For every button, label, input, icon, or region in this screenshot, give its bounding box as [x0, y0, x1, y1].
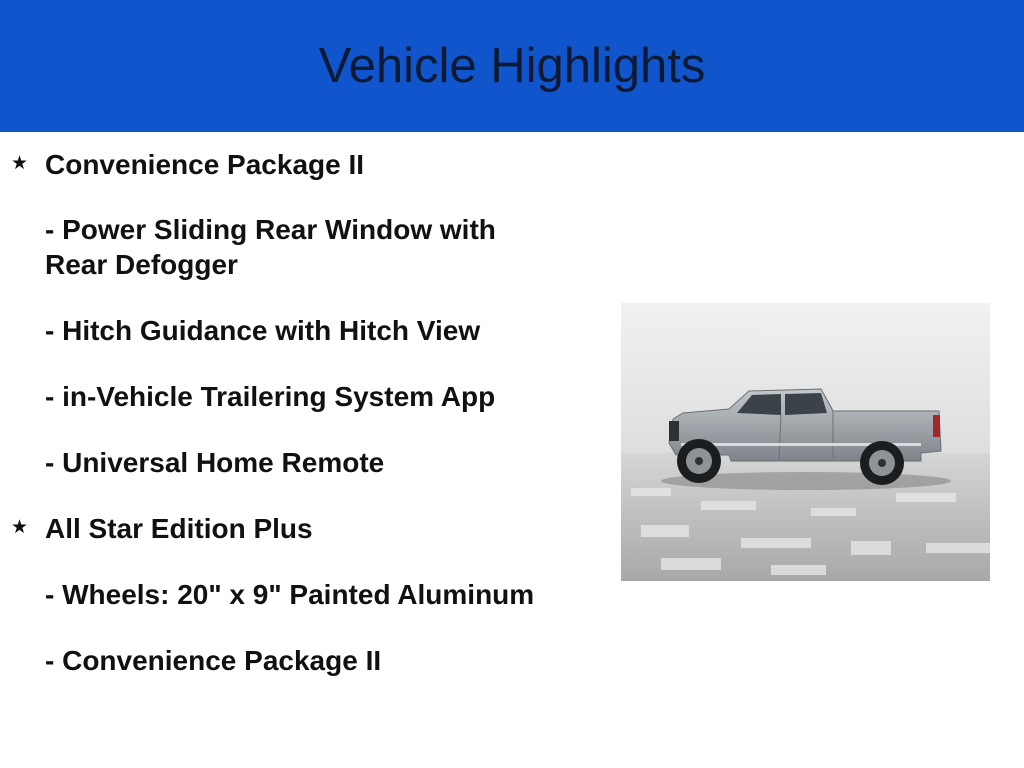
group-title-all-star-edition: All Star Edition Plus [45, 513, 313, 544]
list-item: - Convenience Package II [45, 645, 382, 676]
list-item: - in-Vehicle Trailering System App [45, 381, 496, 412]
vehicle-photo [621, 303, 990, 581]
star-icon: ★ [11, 516, 29, 538]
group-title-convenience-package: Convenience Package II [45, 149, 365, 180]
list-item: - Universal Home Remote [45, 447, 385, 478]
list-item: Rear Defogger [45, 249, 238, 280]
list-item: - Wheels: 20" x 9" Painted Aluminum [45, 579, 535, 610]
list-item: - Power Sliding Rear Window with [45, 214, 496, 245]
list-item: - Hitch Guidance with Hitch View [45, 315, 481, 346]
page-title: Vehicle Highlights [318, 39, 706, 93]
star-icon: ★ [11, 152, 29, 174]
